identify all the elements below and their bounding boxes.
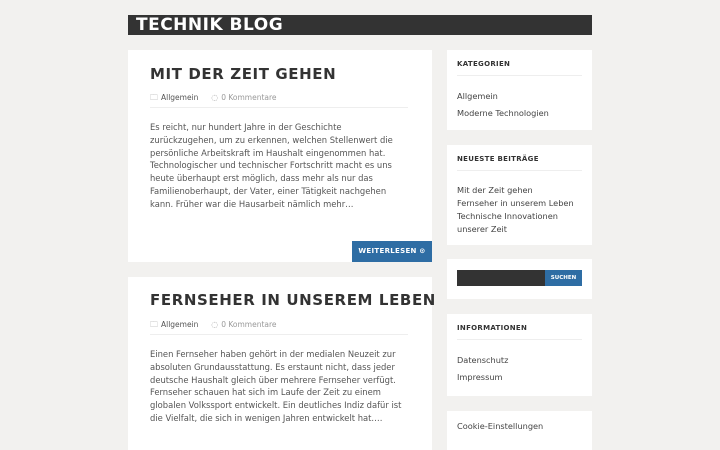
widget-title: NEUESTE BEITRÄGE <box>457 155 582 171</box>
widget-title: KATEGORIEN <box>457 60 582 76</box>
cookie-settings-link[interactable]: Cookie-Einstellungen <box>457 421 544 431</box>
post-title[interactable]: MIT DER ZEIT GEHEN <box>150 65 337 83</box>
post-comments-link[interactable]: 0 Kommentare <box>221 93 277 102</box>
recent-posts-list <box>457 184 574 236</box>
folder-icon: 🗀 <box>150 320 158 329</box>
folder-icon: 🗀 <box>150 93 158 102</box>
post-card <box>128 277 436 450</box>
recent-posts-widget <box>447 145 592 245</box>
category-link[interactable]: Allgemein <box>457 91 498 101</box>
privacy-link[interactable]: Datenschutz <box>457 355 509 365</box>
categories-widget <box>447 50 592 130</box>
recent-post-link[interactable]: Technische Innovationen <box>457 211 558 221</box>
post-title[interactable]: FERNSEHER IN UNSEREM LEBEN <box>150 291 436 309</box>
recent-post-link[interactable]: Fernseher in unserem Leben <box>457 198 574 208</box>
widget-title: INFORMATIONEN <box>457 324 582 340</box>
search-button[interactable]: SUCHEN <box>545 270 582 286</box>
search-widget <box>447 259 592 299</box>
post-category-link[interactable]: Allgemein <box>161 320 199 329</box>
post-comments-link[interactable]: 0 Kommentare <box>221 320 277 329</box>
post-excerpt: Es reicht, nur hundert Jahre in der Geschichte zurückzugehen, um zu erkennen, welchen Stellenwert die persönliche Arbeitskraft im Haushalt eingenommen hat. Technologischer und technischer Fortschritt macht es uns heute überhaupt erst möglich, dass mehr als nur das Familienoberhaupt, der Vater, einer Tätigkeit nachgehen kann. Früher war die Hausarbeit nämlich mehr… <box>150 122 393 209</box>
cookie-widget <box>447 411 592 450</box>
read-more-button[interactable]: WEITERLESEN ⊙ <box>352 241 432 262</box>
site-title[interactable]: TECHNIK BLOG <box>136 15 284 35</box>
post-excerpt: Einen Fernseher haben gehört in der medialen Neuzeit zur absoluten Grundausstattung. Es erstaunt nicht, dass jeder deutsche Haushalt gleich über mehrere Fernseher verfügt. Fernseher schauen hat sich im Laufe der Zeit zu einem globalen Volkssport entwickelt. Ein deutliches Indiz dafür ist die Vielfalt, die sich in wenigen Jahren entwickelt hat.… <box>150 349 402 423</box>
post-category-link[interactable]: Allgemein <box>161 93 199 102</box>
recent-post-link[interactable]: Mit der Zeit gehen <box>457 185 533 195</box>
post-meta <box>150 319 408 335</box>
search-input[interactable] <box>457 270 545 286</box>
comment-icon: ◌ <box>211 93 219 102</box>
post-meta <box>150 92 408 108</box>
post-card <box>128 50 432 262</box>
recent-post-link[interactable]: unserer Zeit <box>457 224 508 234</box>
info-list <box>457 352 508 386</box>
imprint-link[interactable]: Impressum <box>457 372 503 382</box>
info-widget <box>447 314 592 396</box>
site-header <box>128 15 592 35</box>
comment-icon: ◌ <box>211 320 219 329</box>
categories-list <box>457 88 549 122</box>
category-link[interactable]: Moderne Technologien <box>457 108 549 118</box>
